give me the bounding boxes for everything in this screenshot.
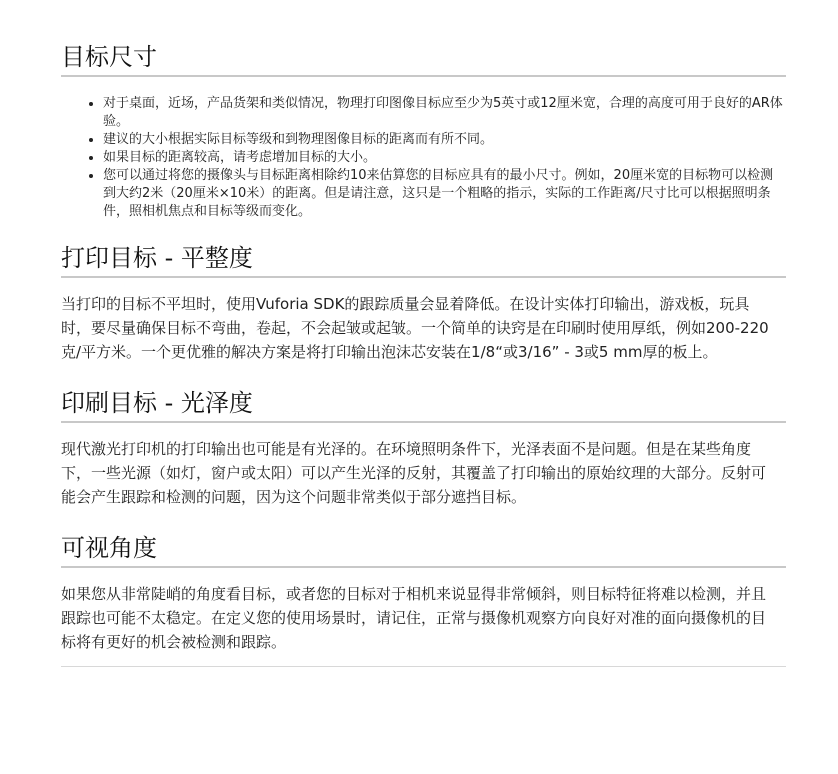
- divider: [61, 666, 786, 667]
- section-heading: 打印目标 - 平整度: [61, 221, 786, 278]
- list-item: • 对于桌面，近场，产品货架和类似情况，物理打印图像目标应至少为5英寸或12厘米宽，合理的高度可用于良好的AR体验。: [103, 95, 786, 131]
- list-item: • 您可以通过将您的摄像头与目标距离相除约10来估算您的目标应具有的最小尺寸。例如，20厘米宽的目标物可以检测到大约2米（20厘米×10米）的距离。但是请注意，这只是一个粗略的指示，实际的工作距离/尺寸比可以根据照明条件，照相机焦点和目标等级而变化。: [103, 167, 786, 221]
- section-viewing-angle: [61, 509, 786, 667]
- section-heading: 印刷目标 - 光泽度: [61, 364, 786, 423]
- section-print-gloss: [61, 364, 786, 509]
- paragraph: 现代激光打印机的打印输出也可能是有光泽的。在环境照明条件下，光泽表面不是问题。但是在某些角度下，一些光源（如灯，窗户或太阳）可以产生光泽的反射，其覆盖了打印输出的原始纹理的大部分。反射可能会产生跟踪和检测的问题，因为这个问题非常类似于部分遮挡目标。: [61, 440, 767, 506]
- paragraph: 当打印的目标不平坦时，使用Vuforia SDK的跟踪质量会显着降低。在设计实体打印输出，游戏板，玩具时，要尽量确保目标不弯曲，卷起，不会起皱或起皱。一个简单的诀窍是在印刷时使用厚纸，例如200-220克/平方米。一个更优雅的解决方案是将打印输出泡沫芯安装在1/8“或3/16” - 3或5 mm厚的板上。: [61, 295, 769, 361]
- bullet-list: [61, 95, 786, 221]
- section-heading: 可视角度: [61, 509, 786, 568]
- section-print-flatness: [61, 221, 786, 364]
- paragraph: 如果您从非常陡峭的角度看目标，或者您的目标对于相机来说显得非常倾斜，则目标特征将难以检测，并且跟踪也可能不太稳定。在定义您的使用场景时，请记住，正常与摄像机观察方向良好对准的面向摄像机的目标将有更好的机会被检测和跟踪。: [61, 585, 767, 651]
- list-item: • 如果目标的距离较高，请考虑增加目标的大小。: [103, 149, 786, 167]
- section-heading: 目标尺寸: [61, 0, 786, 77]
- section-target-size: [61, 0, 786, 221]
- list-item: • 建议的大小根据实际目标等级和到物理图像目标的距离而有所不同。: [103, 131, 786, 149]
